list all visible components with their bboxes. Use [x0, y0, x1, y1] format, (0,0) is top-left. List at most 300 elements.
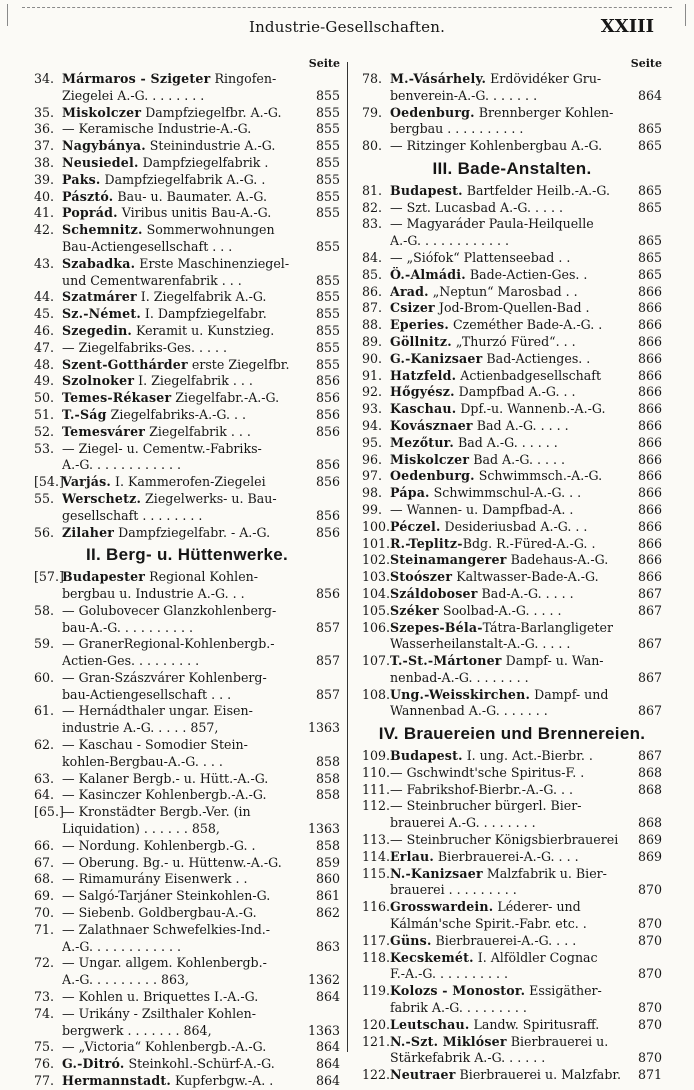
entry-line	[390, 1050, 662, 1067]
entry-body	[62, 888, 340, 905]
index-entry	[362, 216, 662, 250]
company-description: Ziegelei A.-G. . . . . . . .	[62, 87, 205, 103]
entry-number: 52.	[34, 423, 55, 439]
page-reference: 855	[315, 154, 340, 170]
entry-text	[62, 569, 258, 586]
entry-text	[62, 955, 267, 972]
entry-number: 94.	[362, 417, 383, 433]
company-description: Ziegelfabr.-A.-G.	[171, 390, 280, 406]
entry-text	[62, 586, 245, 603]
entry-body	[390, 849, 662, 866]
company-location: Nagybánya.	[62, 138, 146, 154]
entry-body	[390, 620, 662, 654]
entry-line	[62, 71, 340, 88]
company-location: Szegedin.	[62, 322, 133, 338]
entry-line	[62, 905, 340, 922]
company-location: Budapest.	[390, 748, 463, 764]
company-description: Soolbad-A.-G. . . . .	[438, 602, 562, 618]
entry-line	[62, 653, 340, 670]
company-description: I. Kammerofen-Ziegelei	[111, 474, 266, 490]
company-location: Leutschau.	[390, 1016, 470, 1032]
entry-line	[390, 1000, 662, 1017]
entry-line	[390, 933, 662, 950]
entry-text	[62, 357, 289, 374]
company-description: Brennberger Kohlen-	[474, 104, 614, 120]
entry-text	[62, 105, 281, 122]
page-reference: 865	[637, 121, 662, 137]
company-description: I. Ziegelfabrik . . .	[134, 373, 253, 389]
entry-text	[62, 720, 218, 737]
entry-line	[62, 390, 340, 407]
page-reference: 864	[315, 1073, 340, 1089]
page-reference: 866	[637, 451, 662, 467]
company-location: Erlau.	[390, 848, 434, 864]
company-description: Dampfziegelfabr. - A.-G.	[114, 524, 271, 540]
company-location: Sz.-Német.	[62, 306, 141, 322]
company-location: M.-Vásárhely.	[390, 71, 487, 86]
entry-number: 60.	[34, 669, 55, 685]
entry-line	[390, 368, 662, 385]
company-description: Bierbrauerei u.	[506, 1033, 609, 1049]
entry-line	[62, 636, 340, 653]
company-location: Ung.-Weisskirchen.	[390, 686, 531, 702]
entry-text	[62, 441, 262, 458]
entry-body	[62, 306, 340, 323]
company-location: Neusiedel.	[62, 154, 139, 170]
index-entry	[34, 855, 340, 872]
entry-line	[390, 552, 662, 569]
page-reference: 855	[315, 339, 340, 355]
company-description: „Thurzó Füred“. . .	[451, 333, 576, 349]
index-entry	[362, 849, 662, 866]
page-reference: 856	[315, 585, 340, 601]
entry-number: 77.	[34, 1073, 55, 1089]
page-reference: 856	[315, 390, 340, 406]
entry-text	[62, 289, 266, 306]
entry-text	[62, 620, 193, 637]
index-entry	[362, 687, 662, 721]
company-description: kohlen-Bergbau-A.-G. . . .	[62, 753, 223, 769]
entry-line	[62, 972, 340, 989]
index-entry	[362, 782, 662, 799]
company-location: Poprád.	[62, 205, 118, 221]
entry-line	[62, 703, 340, 720]
company-location: Széker	[390, 602, 439, 618]
page-reference: 855	[315, 188, 340, 204]
entry-line	[62, 821, 340, 838]
entry-number: 39.	[34, 171, 55, 187]
company-description: bau-A.-G. . . . . . . . . .	[62, 619, 193, 635]
index-entry	[34, 205, 340, 222]
company-description: Bade-Actien-Ges. .	[465, 266, 588, 282]
company-location: Száldoboser	[390, 585, 478, 601]
entry-body	[390, 748, 662, 765]
entry-line	[62, 457, 340, 474]
entry-line	[390, 1067, 662, 1084]
entry-body	[390, 950, 662, 984]
entry-number: 108.	[362, 686, 391, 702]
index-entry	[362, 502, 662, 519]
entry-number: 96.	[362, 451, 383, 467]
entry-line	[390, 317, 662, 334]
index-entry	[362, 552, 662, 569]
entry-body	[390, 351, 662, 368]
entry-body	[390, 603, 662, 620]
entry-text	[62, 905, 257, 922]
entry-text	[62, 525, 270, 542]
company-location: Arad.	[390, 283, 429, 299]
entry-line	[390, 798, 662, 815]
index-entry	[362, 832, 662, 849]
entry-body	[390, 586, 662, 603]
entry-number: 88.	[362, 317, 383, 333]
entry-text	[390, 267, 587, 284]
company-description: Léderer- und	[493, 899, 581, 915]
index-entry	[34, 838, 340, 855]
entry-line	[62, 871, 340, 888]
index-entry	[362, 300, 662, 317]
page-reference: 1363	[307, 821, 340, 837]
entry-number: 44.	[34, 289, 55, 305]
entry-line	[390, 950, 662, 967]
company-location: R.-Teplitz-	[390, 535, 463, 551]
page-reference: 865	[637, 199, 662, 215]
page-reference: 855	[315, 171, 340, 187]
entry-line	[390, 1017, 662, 1034]
company-description: bergbau . . . . . . . . . .	[390, 121, 524, 137]
page-reference: 866	[637, 535, 662, 551]
entry-body	[390, 401, 662, 418]
page-reference: 865	[637, 233, 662, 249]
company-location: Szepes-Béla-	[390, 619, 483, 635]
entry-line	[62, 586, 340, 603]
entry-line	[62, 670, 340, 687]
entry-text	[390, 849, 579, 866]
index-entry	[362, 765, 662, 782]
entry-text	[390, 233, 509, 250]
index-entry	[362, 653, 662, 687]
entry-text	[390, 250, 570, 267]
company-description: — Steinbrucher bürgerl. Bier-	[390, 798, 582, 814]
company-location: Ö.-Almádi.	[390, 266, 466, 282]
page-reference: 861	[315, 888, 340, 904]
entry-text	[390, 933, 576, 950]
index-entry	[34, 71, 340, 105]
page-reference: 866	[637, 317, 662, 333]
page-reference: 867	[637, 748, 662, 764]
index-entry	[362, 899, 662, 933]
company-location: Werschetz.	[62, 490, 142, 506]
company-description: — Zalathnaer Schwefelkies-Ind.-	[62, 921, 271, 937]
entry-text	[390, 183, 610, 200]
index-entry	[34, 424, 340, 441]
company-description: — Nordung. Kohlenbergb.-G. .	[62, 837, 256, 853]
index-entry	[362, 71, 662, 105]
entry-number: 78.	[362, 71, 383, 86]
entry-number: 118.	[362, 949, 391, 965]
entry-line	[62, 340, 340, 357]
entry-number: 113.	[362, 832, 391, 848]
page-reference: 855	[315, 104, 340, 120]
entry-body	[62, 804, 340, 838]
entry-line	[390, 284, 662, 301]
index-entry	[362, 267, 662, 284]
page-reference: 870	[637, 966, 662, 982]
running-title: Industrie-Gesellschaften.	[248, 18, 446, 36]
index-entry	[362, 620, 662, 654]
entry-line	[62, 687, 340, 704]
entry-number: 63.	[34, 770, 55, 786]
index-entry	[362, 485, 662, 502]
index-entry	[34, 121, 340, 138]
company-description: — Ziegel- u. Cementw.-Fabriks-	[62, 440, 262, 456]
company-description: Dampfziegelfabrik .	[138, 154, 269, 170]
entry-text	[390, 950, 598, 967]
page-reference: 855	[315, 87, 340, 103]
company-description: — Szt. Lucasbad A.-G. . . . .	[390, 199, 564, 215]
entry-text	[390, 703, 548, 720]
company-location: Szabadka.	[62, 255, 136, 271]
entry-text	[62, 670, 267, 687]
company-description: — „Victoria“ Kohlenbergb.-A.-G.	[62, 1039, 267, 1055]
entry-text	[62, 989, 258, 1006]
page-reference: 1363	[307, 1022, 340, 1038]
index-entry	[34, 989, 340, 1006]
entry-line	[62, 838, 340, 855]
entry-body	[390, 1034, 662, 1068]
company-location: Hőgyész.	[390, 384, 455, 400]
entry-body	[390, 384, 662, 401]
entry-line	[62, 1073, 340, 1090]
company-description: — GranerRegional-Kohlenbergb.-	[62, 636, 275, 652]
company-description: Liquidation) . . . . . . 858,	[62, 821, 220, 837]
entry-line	[390, 200, 662, 217]
entry-body	[62, 1056, 340, 1073]
company-description: Tátra-Barlangligeter	[482, 619, 613, 635]
index-entry	[362, 105, 662, 139]
entry-number: 115.	[362, 865, 391, 881]
page-reference: 870	[637, 916, 662, 932]
page-reference: 867	[637, 669, 662, 685]
page-reference: 858	[315, 770, 340, 786]
company-description: gesellschaft . . . . . . . .	[62, 507, 203, 523]
company-description: — „Siófok“ Plattenseebad . .	[390, 249, 571, 265]
entry-text	[390, 882, 517, 899]
entry-body	[62, 138, 340, 155]
company-description: Bad A.-G. . . . . .	[453, 434, 558, 450]
entry-text	[62, 1073, 273, 1090]
entry-text	[62, 603, 276, 620]
entry-line	[62, 1006, 340, 1023]
entry-body	[390, 334, 662, 351]
company-description: Bierbrauerei-A.-G. . . .	[433, 848, 579, 864]
entry-body	[390, 1067, 662, 1084]
page-reference: 856	[315, 507, 340, 523]
company-location: Schemnitz.	[62, 222, 143, 238]
company-description: Bierbrauerei-A.-G. . . .	[431, 932, 577, 948]
entry-number: 61.	[34, 703, 55, 719]
index-entry	[34, 491, 340, 525]
entry-body	[62, 105, 340, 122]
entry-text	[62, 222, 275, 239]
company-location: Kaschau.	[390, 401, 457, 417]
index-entry	[34, 340, 340, 357]
company-description: Kupferbgw.-A. .	[171, 1073, 274, 1089]
entry-text	[62, 636, 275, 653]
entry-text	[390, 670, 529, 687]
entry-body	[390, 200, 662, 217]
entry-line	[62, 620, 340, 637]
company-description: — Ritzinger Kohlenbergbau A.-G.	[390, 138, 603, 154]
entry-number: 41.	[34, 205, 55, 221]
entry-body	[390, 317, 662, 334]
page-reference: 866	[637, 518, 662, 534]
entry-number: 48.	[34, 356, 55, 372]
entry-line	[390, 966, 662, 983]
company-description: — Kaschau - Somodier Stein-	[62, 737, 248, 753]
entry-line	[62, 105, 340, 122]
entry-body	[390, 71, 662, 105]
index-entry	[362, 586, 662, 603]
entry-text	[390, 300, 590, 317]
entry-number: 99.	[362, 501, 383, 517]
company-description: — Magyaráder Paula-Heilquelle	[390, 216, 594, 232]
company-description: I. Ziegelfabrik A.-G.	[136, 289, 267, 305]
entry-line	[390, 519, 662, 536]
entry-number: 49.	[34, 373, 55, 389]
entry-line	[62, 525, 340, 542]
entry-body	[62, 474, 340, 491]
entry-body	[390, 1017, 662, 1034]
entry-line	[390, 88, 662, 105]
entry-number: 109.	[362, 748, 391, 764]
entry-body	[62, 871, 340, 888]
entry-number: 114.	[362, 848, 391, 864]
company-location: Miskolczer	[390, 451, 470, 467]
entry-number: 92.	[362, 384, 383, 400]
page-reference: 867	[637, 703, 662, 719]
entry-text	[390, 1067, 621, 1084]
entry-text	[390, 586, 574, 603]
page-reference: 866	[637, 283, 662, 299]
index-entry	[34, 323, 340, 340]
page-reference: 866	[637, 485, 662, 501]
entry-text	[390, 71, 601, 88]
entry-text	[390, 1034, 608, 1051]
entry-body	[62, 525, 340, 542]
entry-body	[390, 138, 662, 155]
index-entry	[34, 373, 340, 390]
company-description: Jod-Brom-Quellen-Bad .	[434, 300, 590, 316]
entry-line	[390, 435, 662, 452]
page-reference: 866	[637, 468, 662, 484]
company-description: Essigäther-	[525, 983, 602, 999]
entry-text	[390, 468, 602, 485]
entry-text	[62, 491, 277, 508]
entry-body	[62, 737, 340, 771]
index-entry	[34, 955, 340, 989]
entry-line	[390, 468, 662, 485]
index-entry	[34, 222, 340, 256]
company-description: Bdg. R.-Füred-A.-G. .	[462, 535, 596, 551]
entry-text	[390, 418, 569, 435]
entry-body	[62, 636, 340, 670]
company-description: Keramit u. Kunstzieg.	[132, 322, 275, 338]
entry-line	[390, 351, 662, 368]
entry-line	[62, 804, 340, 821]
page-reference: 1362	[307, 972, 340, 988]
index-entry	[34, 905, 340, 922]
entry-body	[390, 216, 662, 250]
entry-body	[62, 71, 340, 105]
entry-body	[62, 357, 340, 374]
index-entry	[34, 871, 340, 888]
entry-body	[390, 183, 662, 200]
entry-line	[390, 334, 662, 351]
entry-line	[62, 172, 340, 189]
index-entry	[362, 452, 662, 469]
company-description: — Hernádthaler ungar. Eisen-	[62, 703, 253, 719]
index-entry	[362, 435, 662, 452]
entry-line	[62, 273, 340, 290]
page-reference: 869	[637, 832, 662, 848]
company-location: Pásztó.	[62, 188, 114, 204]
company-description: I. ung. Act.-Bierbr. .	[462, 748, 593, 764]
entry-body	[390, 552, 662, 569]
entry-text	[62, 121, 251, 138]
entry-body	[390, 435, 662, 452]
index-entry	[34, 105, 340, 122]
entry-number: 75.	[34, 1039, 55, 1055]
page-reference: 857	[315, 619, 340, 635]
entry-body	[62, 424, 340, 441]
entry-text	[62, 138, 275, 155]
entry-number: 50.	[34, 390, 55, 406]
index-entry	[34, 1039, 340, 1056]
index-entry	[362, 368, 662, 385]
index-entry	[34, 138, 340, 155]
entry-body	[390, 832, 662, 849]
entry-line	[62, 357, 340, 374]
entry-body	[62, 390, 340, 407]
entry-body	[62, 189, 340, 206]
index-entry	[362, 468, 662, 485]
entry-line	[62, 189, 340, 206]
entry-text	[62, 703, 253, 720]
entry-text	[390, 138, 602, 155]
entry-text	[390, 401, 606, 418]
entry-line	[390, 782, 662, 799]
section-heading: IV. Brauereien und Brennereien.	[378, 724, 646, 744]
entry-text	[62, 390, 279, 407]
entry-number: 91.	[362, 367, 383, 383]
entry-number: 40.	[34, 188, 55, 204]
entry-line	[390, 916, 662, 933]
company-description: — Gschwindt'sche Spiritus-F. .	[390, 764, 585, 780]
entry-text	[62, 508, 202, 525]
company-description: Dampf- und	[530, 686, 609, 702]
company-description: nenbad-A.-G. . . . . . . .	[390, 669, 529, 685]
entry-text	[390, 552, 608, 569]
index-entry	[34, 289, 340, 306]
entry-line	[390, 233, 662, 250]
index-entry	[362, 351, 662, 368]
page-reference: 868	[637, 781, 662, 797]
entry-number: 36.	[34, 121, 55, 137]
entry-line	[62, 88, 340, 105]
company-description: Steinkohl.-Schürf-A.-G.	[124, 1056, 275, 1072]
entry-number: 56.	[34, 524, 55, 540]
